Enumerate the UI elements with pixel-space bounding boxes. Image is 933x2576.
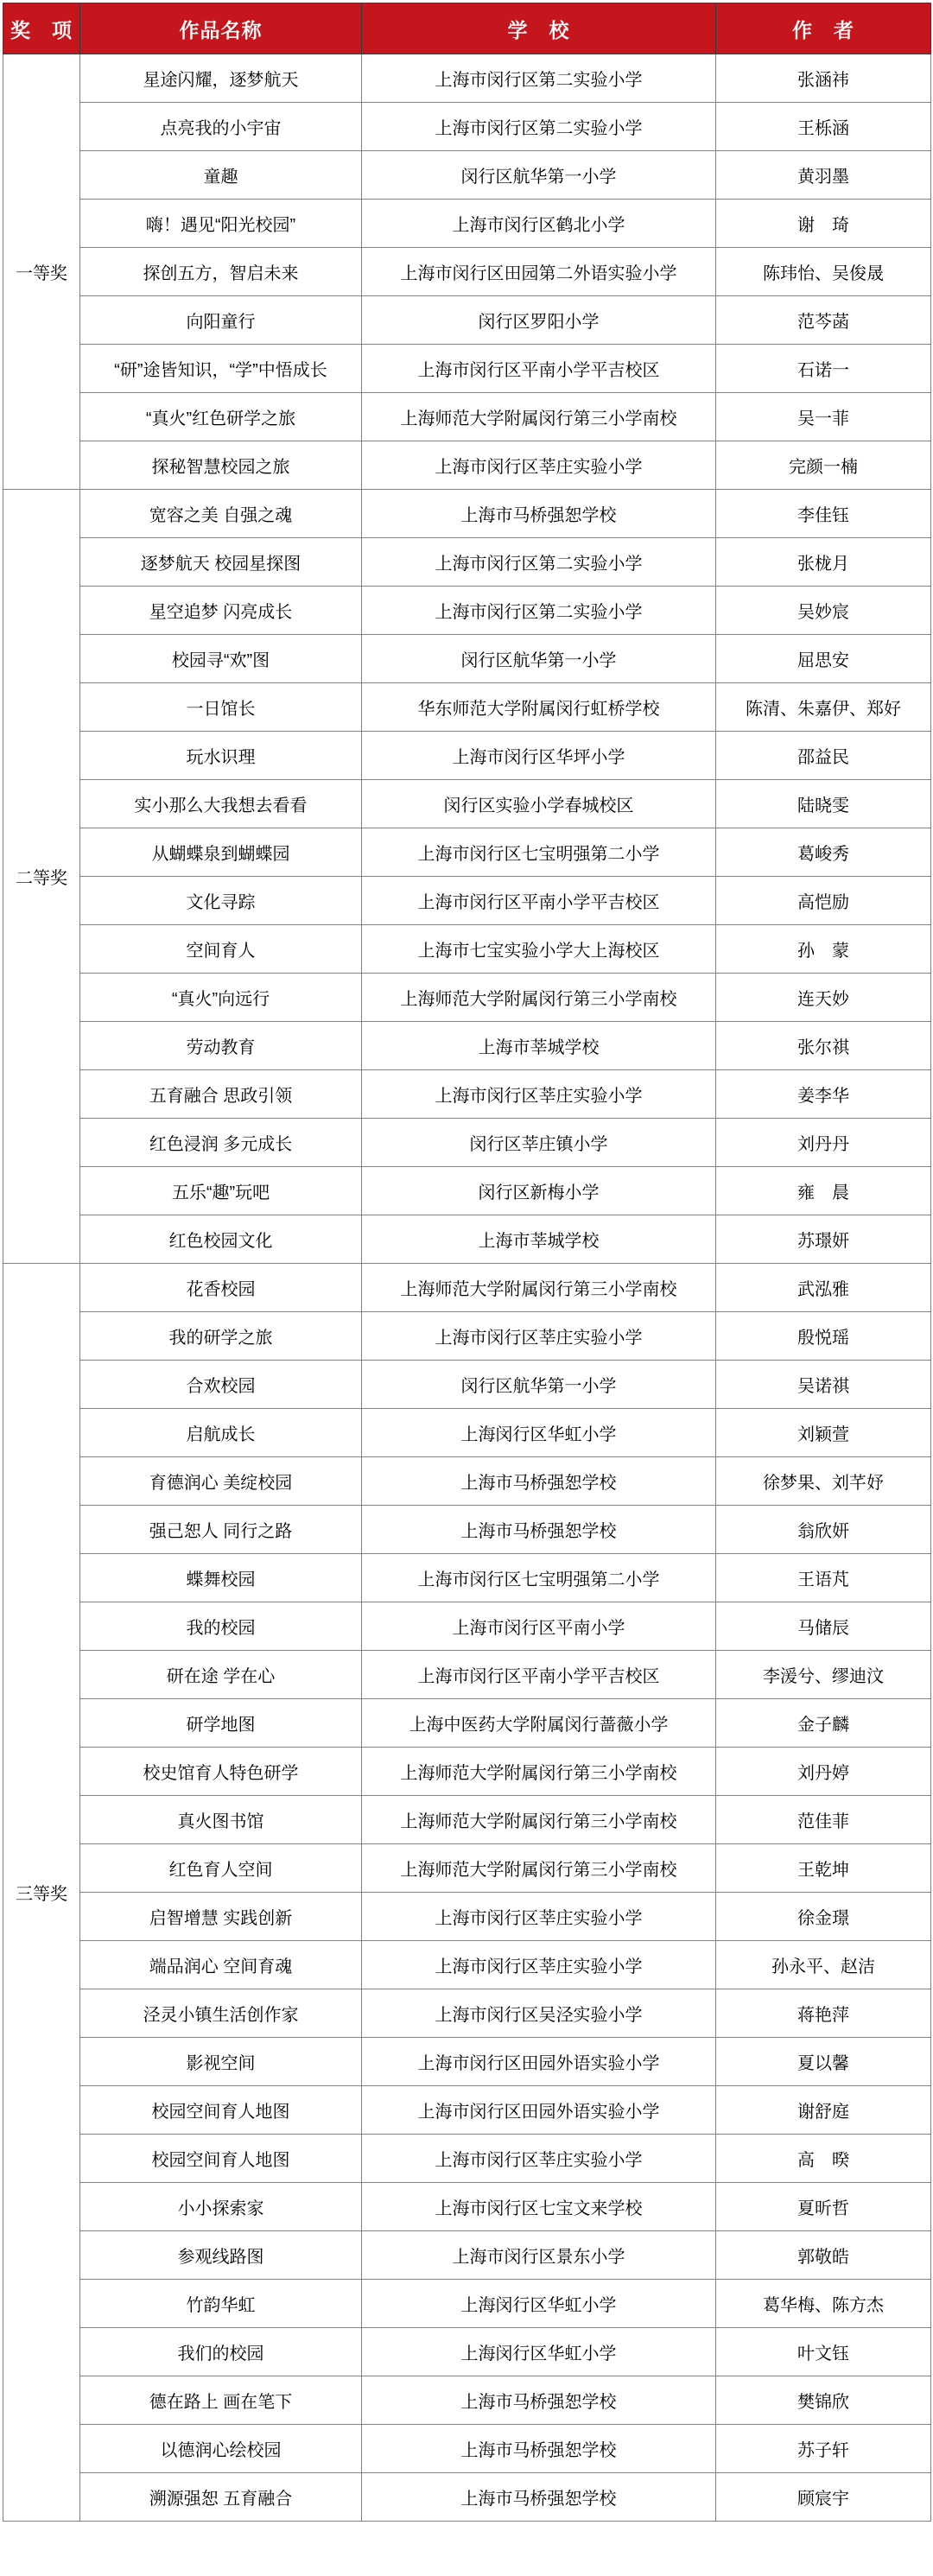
work-title-cell: 红色校园文化 xyxy=(80,1215,362,1264)
award-tier-cell: 二等奖 xyxy=(3,490,80,1264)
author-cell: 高 暌 xyxy=(716,2135,931,2183)
table-body xyxy=(3,54,931,2522)
work-title-cell: 启智增慧 实践创新 xyxy=(80,1893,362,1941)
table-row xyxy=(3,1506,931,1554)
work-title-cell: 五育融合 思政引领 xyxy=(80,1070,362,1119)
table-row xyxy=(3,1602,931,1651)
author-cell: 张栊月 xyxy=(716,538,931,587)
school-cell: 上海市马桥强恕学校 xyxy=(362,2425,716,2473)
work-title-cell: 逐梦航天 校园星探图 xyxy=(80,538,362,587)
author-cell: 谢 琦 xyxy=(716,200,931,248)
school-cell: 上海市闵行区七宝文来学校 xyxy=(362,2183,716,2231)
school-cell: 华东师范大学附属闵行虹桥学校 xyxy=(362,683,716,732)
work-title-cell: 真火图书馆 xyxy=(80,1796,362,1844)
work-title-cell: “真火”红色研学之旅 xyxy=(80,393,362,441)
table-row xyxy=(3,2328,931,2376)
author-cell: 夏以馨 xyxy=(716,2038,931,2086)
work-title-cell: 研在途 学在心 xyxy=(80,1651,362,1699)
table-row xyxy=(3,1361,931,1409)
author-cell: 石诺一 xyxy=(716,345,931,393)
table-row xyxy=(3,490,931,538)
school-cell: 上海市闵行区七宝明强第二小学 xyxy=(362,828,716,877)
author-cell: 屈思安 xyxy=(716,635,931,683)
work-title-cell: 小小探索家 xyxy=(80,2183,362,2231)
author-cell: 谢舒庭 xyxy=(716,2086,931,2135)
table-row xyxy=(3,296,931,345)
school-cell: 上海市闵行区平南小学平吉校区 xyxy=(362,877,716,925)
table-row xyxy=(3,1748,931,1796)
school-cell: 闵行区实验小学春城校区 xyxy=(362,780,716,828)
table-row xyxy=(3,2086,931,2135)
work-title-cell: 合欢校园 xyxy=(80,1361,362,1409)
author-cell: 孙永平、赵洁 xyxy=(716,1941,931,1989)
work-title-cell: 参观线路图 xyxy=(80,2231,362,2280)
author-cell: 徐金璟 xyxy=(716,1893,931,1941)
table-row xyxy=(3,1167,931,1215)
school-cell: 上海市闵行区莘庄实验小学 xyxy=(362,1312,716,1361)
work-title-cell: 花香校园 xyxy=(80,1264,362,1312)
table-header xyxy=(3,3,931,54)
school-cell: 上海市闵行区鹤北小学 xyxy=(362,200,716,248)
table-row xyxy=(3,1022,931,1070)
author-cell: 刘颖萱 xyxy=(716,1409,931,1457)
table-row xyxy=(3,974,931,1022)
school-cell: 闵行区航华第一小学 xyxy=(362,635,716,683)
table-row xyxy=(3,2376,931,2425)
work-title-cell: 探创五方，智启未来 xyxy=(80,248,362,296)
work-title-cell: 空间育人 xyxy=(80,925,362,974)
author-cell: 高恺励 xyxy=(716,877,931,925)
work-title-cell: 一日馆长 xyxy=(80,683,362,732)
table-row xyxy=(3,54,931,103)
work-title-cell: 童趣 xyxy=(80,151,362,200)
work-title-cell: 宽容之美 自强之魂 xyxy=(80,490,362,538)
work-title-cell: 启航成长 xyxy=(80,1409,362,1457)
author-cell: 葛峻秀 xyxy=(716,828,931,877)
school-cell: 上海师范大学附属闵行第三小学南校 xyxy=(362,1748,716,1796)
work-title-cell: 溯源强恕 五育融合 xyxy=(80,2473,362,2522)
work-title-cell: 校园空间育人地图 xyxy=(80,2086,362,2135)
table-row xyxy=(3,925,931,974)
work-title-cell: 我的研学之旅 xyxy=(80,1312,362,1361)
school-cell: 上海市闵行区平南小学平吉校区 xyxy=(362,1651,716,1699)
table-row xyxy=(3,2473,931,2522)
school-cell: 上海市闵行区平南小学 xyxy=(362,1602,716,1651)
work-title-cell: “研”途皆知识，“学”中悟成长 xyxy=(80,345,362,393)
school-cell: 闵行区罗阳小学 xyxy=(362,296,716,345)
table-row xyxy=(3,1651,931,1699)
author-cell: 刘丹丹 xyxy=(716,1119,931,1167)
author-cell: 雍 晨 xyxy=(716,1167,931,1215)
table-row xyxy=(3,1312,931,1361)
school-cell: 上海市闵行区七宝明强第二小学 xyxy=(362,1554,716,1602)
header-row xyxy=(3,3,931,54)
school-cell: 闵行区航华第一小学 xyxy=(362,151,716,200)
author-cell: 范芩菡 xyxy=(716,296,931,345)
table-row xyxy=(3,732,931,780)
author-cell: 孙 蒙 xyxy=(716,925,931,974)
work-title-cell: 我的校园 xyxy=(80,1602,362,1651)
work-title-cell: 红色浸润 多元成长 xyxy=(80,1119,362,1167)
school-cell: 上海师范大学附属闵行第三小学南校 xyxy=(362,974,716,1022)
school-cell: 上海市闵行区华坪小学 xyxy=(362,732,716,780)
work-title-cell: 影视空间 xyxy=(80,2038,362,2086)
table-row xyxy=(3,151,931,200)
author-cell: 姜李华 xyxy=(716,1070,931,1119)
table-row xyxy=(3,2183,931,2231)
author-cell: 郭敬皓 xyxy=(716,2231,931,2280)
school-cell: 上海市闵行区莘庄实验小学 xyxy=(362,1893,716,1941)
school-cell: 上海市莘城学校 xyxy=(362,1022,716,1070)
school-cell: 上海师范大学附属闵行第三小学南校 xyxy=(362,1844,716,1893)
work-title-cell: 劳动教育 xyxy=(80,1022,362,1070)
work-title-cell: 强己恕人 同行之路 xyxy=(80,1506,362,1554)
table-row xyxy=(3,828,931,877)
author-cell: 吴妙宸 xyxy=(716,587,931,635)
table-row xyxy=(3,1215,931,1264)
work-title-cell: 向阳童行 xyxy=(80,296,362,345)
school-cell: 上海市闵行区田园第二外语实验小学 xyxy=(362,248,716,296)
awards-table xyxy=(3,3,931,2522)
author-cell: 吴一菲 xyxy=(716,393,931,441)
author-cell: 徐梦果、刘芊妤 xyxy=(716,1457,931,1506)
author-cell: 吴诺祺 xyxy=(716,1361,931,1409)
author-cell: 连天妙 xyxy=(716,974,931,1022)
school-cell: 上海闵行区华虹小学 xyxy=(362,2280,716,2328)
school-cell: 上海市马桥强恕学校 xyxy=(362,2473,716,2522)
school-cell: 上海市闵行区第二实验小学 xyxy=(362,538,716,587)
school-cell: 上海市闵行区第二实验小学 xyxy=(362,103,716,151)
work-title-cell: “真火”向远行 xyxy=(80,974,362,1022)
table-row xyxy=(3,1941,931,1989)
table-row xyxy=(3,345,931,393)
author-cell: 叶文钰 xyxy=(716,2328,931,2376)
author-cell: 陈玮怡、吴俊晟 xyxy=(716,248,931,296)
table-row xyxy=(3,877,931,925)
award-tier-cell: 一等奖 xyxy=(3,54,80,490)
table-row xyxy=(3,2135,931,2183)
author-cell: 苏子轩 xyxy=(716,2425,931,2473)
work-title-cell: 我们的校园 xyxy=(80,2328,362,2376)
school-cell: 上海市闵行区莘庄实验小学 xyxy=(362,1941,716,1989)
table-row xyxy=(3,1989,931,2038)
table-row xyxy=(3,1699,931,1748)
table-row xyxy=(3,1457,931,1506)
table-row xyxy=(3,248,931,296)
table-row xyxy=(3,1554,931,1602)
school-cell: 闵行区航华第一小学 xyxy=(362,1361,716,1409)
work-title-cell: 星空追梦 闪亮成长 xyxy=(80,587,362,635)
school-cell: 上海市闵行区吴泾实验小学 xyxy=(362,1989,716,2038)
work-title-cell: 德在路上 画在笔下 xyxy=(80,2376,362,2425)
table-row xyxy=(3,1264,931,1312)
school-cell: 上海市闵行区第二实验小学 xyxy=(362,54,716,103)
table-row xyxy=(3,683,931,732)
author-cell: 范佳菲 xyxy=(716,1796,931,1844)
table-row xyxy=(3,1893,931,1941)
author-cell: 顾宸宇 xyxy=(716,2473,931,2522)
work-title-cell: 校园寻“欢”图 xyxy=(80,635,362,683)
author-cell: 李佳钰 xyxy=(716,490,931,538)
school-cell: 上海市马桥强恕学校 xyxy=(362,1506,716,1554)
school-cell: 上海闵行区华虹小学 xyxy=(362,1409,716,1457)
work-title-cell: 校园空间育人地图 xyxy=(80,2135,362,2183)
school-cell: 上海市闵行区景东小学 xyxy=(362,2231,716,2280)
work-title-cell: 探秘智慧校园之旅 xyxy=(80,441,362,490)
work-title-cell: 点亮我的小宇宙 xyxy=(80,103,362,151)
header-award-column: 奖 项 xyxy=(3,3,80,54)
author-cell: 张涵祎 xyxy=(716,54,931,103)
work-title-cell: 五乐“趣”玩吧 xyxy=(80,1167,362,1215)
award-tier-cell: 三等奖 xyxy=(3,1264,80,2522)
work-title-cell: 以德润心绘校园 xyxy=(80,2425,362,2473)
table-row xyxy=(3,2038,931,2086)
table-row xyxy=(3,393,931,441)
author-cell: 金子麟 xyxy=(716,1699,931,1748)
author-cell: 樊锦欣 xyxy=(716,2376,931,2425)
table-row xyxy=(3,780,931,828)
school-cell: 上海师范大学附属闵行第三小学南校 xyxy=(362,1796,716,1844)
school-cell: 上海市七宝实验小学大上海校区 xyxy=(362,925,716,974)
author-cell: 王乾坤 xyxy=(716,1844,931,1893)
table-row xyxy=(3,635,931,683)
author-cell: 完颜一楠 xyxy=(716,441,931,490)
header-title-column: 作品名称 xyxy=(80,3,362,54)
work-title-cell: 蝶舞校园 xyxy=(80,1554,362,1602)
table-row xyxy=(3,538,931,587)
author-cell: 李湲兮、缪迪汶 xyxy=(716,1651,931,1699)
table-row xyxy=(3,103,931,151)
school-cell: 上海师范大学附属闵行第三小学南校 xyxy=(362,393,716,441)
school-cell: 上海市马桥强恕学校 xyxy=(362,490,716,538)
work-title-cell: 育德润心 美绽校园 xyxy=(80,1457,362,1506)
author-cell: 马储辰 xyxy=(716,1602,931,1651)
work-title-cell: 玩水识理 xyxy=(80,732,362,780)
school-cell: 上海市闵行区第二实验小学 xyxy=(362,587,716,635)
school-cell: 上海市闵行区莘庄实验小学 xyxy=(362,2135,716,2183)
work-title-cell: 从蝴蝶泉到蝴蝶园 xyxy=(80,828,362,877)
table-row xyxy=(3,2280,931,2328)
school-cell: 闵行区新梅小学 xyxy=(362,1167,716,1215)
table-row xyxy=(3,1844,931,1893)
table-row xyxy=(3,2425,931,2473)
work-title-cell: 嗨！遇见“阳光校园” xyxy=(80,200,362,248)
table-row xyxy=(3,1796,931,1844)
header-author-column: 作 者 xyxy=(716,3,931,54)
table-row xyxy=(3,441,931,490)
author-cell: 武泓雅 xyxy=(716,1264,931,1312)
table-row xyxy=(3,1409,931,1457)
school-cell: 上海中医药大学附属闵行蔷薇小学 xyxy=(362,1699,716,1748)
school-cell: 上海市马桥强恕学校 xyxy=(362,1457,716,1506)
work-title-cell: 泾灵小镇生活创作家 xyxy=(80,1989,362,2038)
work-title-cell: 竹韵华虹 xyxy=(80,2280,362,2328)
school-cell: 上海市闵行区田园外语实验小学 xyxy=(362,2086,716,2135)
work-title-cell: 红色育人空间 xyxy=(80,1844,362,1893)
table-row xyxy=(3,1119,931,1167)
work-title-cell: 研学地图 xyxy=(80,1699,362,1748)
author-cell: 翁欣妍 xyxy=(716,1506,931,1554)
author-cell: 王语芃 xyxy=(716,1554,931,1602)
school-cell: 上海市闵行区平南小学平吉校区 xyxy=(362,345,716,393)
school-cell: 上海市闵行区莘庄实验小学 xyxy=(362,441,716,490)
author-cell: 黄羽墨 xyxy=(716,151,931,200)
author-cell: 王栎涵 xyxy=(716,103,931,151)
school-cell: 上海市闵行区莘庄实验小学 xyxy=(362,1070,716,1119)
school-cell: 上海市莘城学校 xyxy=(362,1215,716,1264)
author-cell: 邵益民 xyxy=(716,732,931,780)
school-cell: 上海市马桥强恕学校 xyxy=(362,2376,716,2425)
table-row xyxy=(3,200,931,248)
table-row xyxy=(3,587,931,635)
work-title-cell: 星途闪耀，逐梦航天 xyxy=(80,54,362,103)
author-cell: 蒋艳萍 xyxy=(716,1989,931,2038)
author-cell: 陈清、朱嘉伊、郑好 xyxy=(716,683,931,732)
author-cell: 张尔祺 xyxy=(716,1022,931,1070)
table-row xyxy=(3,2231,931,2280)
author-cell: 陆晓雯 xyxy=(716,780,931,828)
header-school-column: 学 校 xyxy=(362,3,716,54)
author-cell: 苏璟妍 xyxy=(716,1215,931,1264)
author-cell: 殷悦瑶 xyxy=(716,1312,931,1361)
school-cell: 上海闵行区华虹小学 xyxy=(362,2328,716,2376)
work-title-cell: 文化寻踪 xyxy=(80,877,362,925)
work-title-cell: 实小那么大我想去看看 xyxy=(80,780,362,828)
table-row xyxy=(3,1070,931,1119)
work-title-cell: 端品润心 空间育魂 xyxy=(80,1941,362,1989)
school-cell: 闵行区莘庄镇小学 xyxy=(362,1119,716,1167)
work-title-cell: 校史馆育人特色研学 xyxy=(80,1748,362,1796)
author-cell: 夏昕哲 xyxy=(716,2183,931,2231)
school-cell: 上海市闵行区田园外语实验小学 xyxy=(362,2038,716,2086)
school-cell: 上海师范大学附属闵行第三小学南校 xyxy=(362,1264,716,1312)
author-cell: 刘丹婷 xyxy=(716,1748,931,1796)
author-cell: 葛华梅、陈方杰 xyxy=(716,2280,931,2328)
